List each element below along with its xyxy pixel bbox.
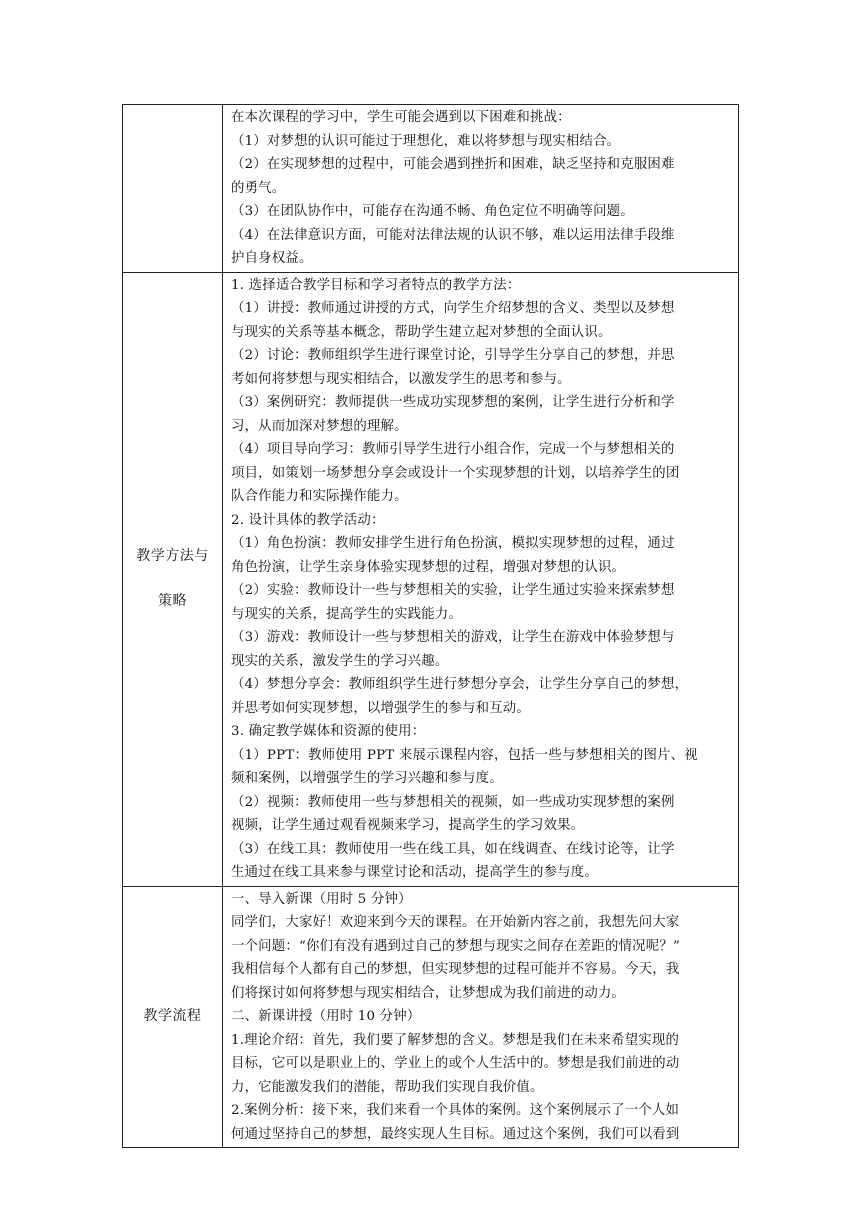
text-line: （2）视频：教师使用一些与梦想相关的视频，如一些成功实现梦想的案例	[231, 794, 675, 810]
text-line: （3）游戏：教师设计一些与梦想相关的游戏，让学生在游戏中体验梦想与	[231, 630, 675, 645]
row-label-line: 策略	[158, 593, 187, 609]
text-line: 视频，让学生通过观看视频来学习，提高学生的学习效果。	[231, 818, 585, 833]
text-line: （4）梦想分享会：教师组织学生进行梦想分享会，让学生分享自己的梦想，	[231, 677, 689, 692]
text-line: （1）对梦想的认识可能过于理想化，难以将梦想与现实相结合。	[231, 133, 621, 149]
row-label	[123, 105, 223, 273]
table-row	[123, 886, 739, 1148]
text-line: 考如何将梦想与现实相结合，以激发学生的思考和参与。	[231, 371, 571, 387]
text-line: 2. 设计具体的教学活动：	[231, 512, 385, 528]
row-label	[123, 886, 223, 1148]
text-line: 目标，它可以是职业上的、学业上的或个人生活中的。梦想是我们前进的动	[231, 1056, 680, 1071]
text-line: （3）在团队协作中，可能存在沟通不畅、角色定位不明确等问题。	[231, 204, 634, 219]
text-line: 一个问题：“你们有没有遇到过自己的梦想与现实之间存在差距的情况呢？”	[231, 938, 680, 954]
text-line: 力，它能激发我们的潜能，帮助我们实现自我价值。	[231, 1079, 544, 1095]
row-content	[223, 886, 739, 1148]
text-line: （1）讲授：教师通过讲授的方式，向学生介绍梦想的含义、类型以及梦想	[231, 301, 675, 316]
text-line: （4）在法律意识方面，可能对法律法规的认识不够，难以运用法律手段维	[231, 227, 675, 243]
text-line: （2）实验：教师设计一些与梦想相关的实验，让学生通过实验来探索梦想	[231, 583, 675, 598]
text-line: 同学们，大家好！欢迎来到今天的课程。在开始新内容之前，我想先问大家	[231, 915, 680, 930]
text-line: 现实的关系，激发学生的学习兴趣。	[231, 653, 449, 669]
row-label-line: 教学流程	[143, 1008, 202, 1025]
text-line: （1）PPT：教师使用 PPT 来展示课程内容，包括一些与梦想相关的图片、视	[231, 747, 698, 763]
text-line: （3）案例研究：教师提供一些成功实现梦想的案例，让学生进行分析和学	[231, 395, 675, 410]
table-row	[123, 272, 739, 886]
row-content	[223, 272, 739, 886]
text-line: 角色扮演，让学生亲身体验实现梦想的过程，增强对梦想的认识。	[231, 559, 626, 575]
text-line: 频和案例，以增强学生的学习兴趣和参与度。	[231, 771, 503, 786]
row-content	[223, 105, 739, 273]
text-line: 护自身权益。	[231, 251, 313, 266]
text-line: 二、新课讲授（用时 10 分钟）	[231, 1009, 421, 1024]
text-line: 队合作能力和实际操作能力。	[231, 489, 408, 504]
text-line: 并思考如何实现梦想，以增强学生的参与和互动。	[231, 700, 530, 716]
lesson-plan-table	[122, 104, 739, 1148]
table-row	[123, 105, 739, 273]
text-line: （3）在线工具：教师使用一些在线工具，如在线调查、在线讨论等，让学	[231, 841, 675, 857]
text-line: 们将探讨如何将梦想与现实相结合，让梦想成为我们前进的动力。	[231, 985, 626, 1001]
text-line: 与现实的关系，提高学生的实践能力。	[231, 606, 463, 622]
text-line: 项目，如策划一场梦想分享会或设计一个实现梦想的计划，以培养学生的团	[231, 465, 680, 481]
text-line: 我相信每个人都有自己的梦想，但实现梦想的过程可能并不容易。今天，我	[231, 962, 680, 977]
text-line: 3. 确定教学媒体和资源的使用：	[231, 724, 426, 739]
text-line: （1）角色扮演：教师安排学生进行角色扮演，模拟实现梦想的过程，通过	[231, 536, 675, 551]
text-line: 习，从而加深对梦想的理解。	[231, 418, 408, 434]
text-line: 一、导入新课（用时 5 分钟）	[231, 891, 412, 907]
text-line: 与现实的关系等基本概念，帮助学生建立起对梦想的全面认识。	[231, 324, 612, 340]
text-line: （2）在实现梦想的过程中，可能会遇到挫折和困难，缺乏坚持和克服困难	[231, 157, 675, 172]
text-line: 何通过坚持自己的梦想，最终实现人生目标。通过这个案例，我们可以看到	[231, 1126, 680, 1142]
text-line: （4）项目导向学习：教师引导学生进行小组合作，完成一个与梦想相关的	[231, 442, 675, 457]
row-label	[123, 272, 223, 886]
text-line: 1. 选择适合教学目标和学习者特点的教学方法：	[231, 277, 521, 293]
text-line: 生通过在线工具来参与课堂讨论和活动，提高学生的参与度。	[231, 865, 598, 880]
text-line: 2.案例分析：接下来，我们来看一个具体的案例。这个案例展示了一个人如	[231, 1103, 680, 1118]
row-label-line: 教学方法与	[136, 548, 209, 564]
text-line: 1.理论介绍：首先，我们要了解梦想的含义。梦想是我们在未来希望实现的	[231, 1032, 680, 1048]
text-line: （2）讨论：教师组织学生进行课堂讨论，引导学生分享自己的梦想，并思	[231, 348, 675, 363]
text-line: 在本次课程的学习中，学生可能会遇到以下困难和挑战：	[231, 110, 571, 125]
text-line: 的勇气。	[231, 180, 286, 196]
